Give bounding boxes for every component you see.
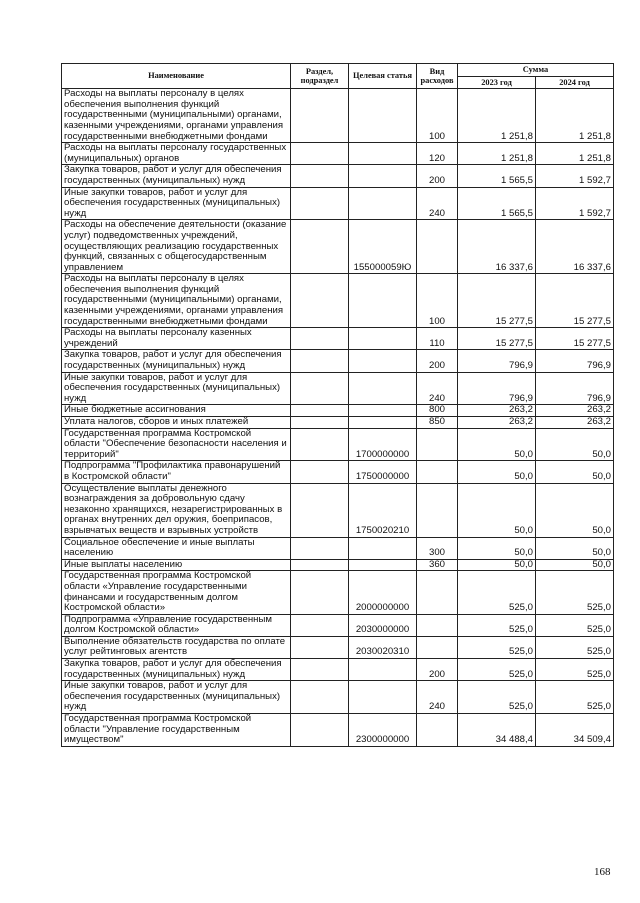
cell-name: Расходы на выплаты персоналу казенных учреждений <box>62 328 291 350</box>
cell-section <box>291 372 349 405</box>
cell-article: 155000059Ю <box>349 220 417 274</box>
cell-name: Расходы на обеспечение деятельности (оказание услуг) подведомственных учреждений, осуществляющих реализацию государственных функций, связанных с общегосударственным управлением <box>62 220 291 274</box>
cell-section <box>291 350 349 372</box>
cell-type <box>417 714 458 747</box>
table-row <box>62 328 614 350</box>
table-row <box>62 571 614 614</box>
cell-2023: 16 337,6 <box>458 220 536 274</box>
table-row <box>62 636 614 658</box>
cell-name: Подпрограмма "Профилактика правонарушений в Костромской области" <box>62 461 291 483</box>
cell-article: 2030020310 <box>349 636 417 658</box>
cell-section <box>291 559 349 571</box>
table-row <box>62 614 614 636</box>
table-row <box>62 681 614 714</box>
cell-name: Закупка товаров, работ и услуг для обеспечения государственных (муниципальных) нужд <box>62 165 291 187</box>
cell-2023: 15 277,5 <box>458 274 536 328</box>
table-row <box>62 350 614 372</box>
table-row <box>62 417 614 429</box>
table-row <box>62 559 614 571</box>
table-row <box>62 405 614 417</box>
cell-2024: 263,2 <box>536 405 614 417</box>
cell-2023: 50,0 <box>458 559 536 571</box>
cell-2024: 796,9 <box>536 372 614 405</box>
cell-section <box>291 614 349 636</box>
cell-section <box>291 537 349 559</box>
cell-2023: 796,9 <box>458 372 536 405</box>
cell-type: 200 <box>417 350 458 372</box>
cell-2024: 50,0 <box>536 483 614 537</box>
cell-article <box>349 328 417 350</box>
cell-section <box>291 681 349 714</box>
cell-article <box>349 405 417 417</box>
table-row <box>62 428 614 461</box>
cell-2023: 50,0 <box>458 428 536 461</box>
cell-2024: 50,0 <box>536 537 614 559</box>
cell-section <box>291 405 349 417</box>
cell-section <box>291 483 349 537</box>
cell-type: 850 <box>417 417 458 429</box>
cell-2023: 1 565,5 <box>458 165 536 187</box>
cell-type: 240 <box>417 187 458 220</box>
cell-2023: 525,0 <box>458 659 536 681</box>
cell-article <box>349 681 417 714</box>
cell-name: Расходы на выплаты персоналу в целях обеспечения выполнения функций государственными (муниципальными) органами, казенными учреждениями, органами управления государственными внебюджетными фондами <box>62 274 291 328</box>
cell-2023: 525,0 <box>458 681 536 714</box>
cell-2023: 525,0 <box>458 614 536 636</box>
budget-table <box>61 63 614 747</box>
cell-section <box>291 274 349 328</box>
table-row <box>62 274 614 328</box>
cell-name: Иные закупки товаров, работ и услуг для обеспечения государственных (муниципальных) нужд <box>62 681 291 714</box>
cell-article <box>349 350 417 372</box>
cell-2024: 525,0 <box>536 659 614 681</box>
cell-2024: 525,0 <box>536 614 614 636</box>
cell-2024: 525,0 <box>536 681 614 714</box>
cell-2024: 796,9 <box>536 350 614 372</box>
cell-type: 240 <box>417 372 458 405</box>
cell-type <box>417 636 458 658</box>
cell-name: Иные закупки товаров, работ и услуг для обеспечения государственных (муниципальных) нужд <box>62 372 291 405</box>
cell-article <box>349 274 417 328</box>
cell-2024: 263,2 <box>536 417 614 429</box>
cell-2024: 15 277,5 <box>536 328 614 350</box>
cell-name: Уплата налогов, сборов и иных платежей <box>62 417 291 429</box>
cell-type: 360 <box>417 559 458 571</box>
cell-type <box>417 483 458 537</box>
budget-table-container <box>61 63 613 747</box>
table-row <box>62 461 614 483</box>
cell-2024: 50,0 <box>536 559 614 571</box>
cell-name: Иные выплаты населению <box>62 559 291 571</box>
cell-2023: 34 488,4 <box>458 714 536 747</box>
table-row <box>62 537 614 559</box>
header-type: Вид расходов <box>417 64 458 89</box>
cell-article: 2030000000 <box>349 614 417 636</box>
cell-2024: 15 277,5 <box>536 274 614 328</box>
table-row <box>62 143 614 165</box>
cell-article <box>349 165 417 187</box>
table-row <box>62 89 614 143</box>
cell-section <box>291 165 349 187</box>
cell-name: Подпрограмма «Управление государственным долгом Костромской области» <box>62 614 291 636</box>
cell-2023: 1 565,5 <box>458 187 536 220</box>
cell-2023: 263,2 <box>458 405 536 417</box>
header-2023: 2023 год <box>458 76 536 89</box>
cell-name: Закупка товаров, работ и услуг для обеспечения государственных (муниципальных) нужд <box>62 350 291 372</box>
cell-type: 110 <box>417 328 458 350</box>
cell-article: 1750020210 <box>349 483 417 537</box>
cell-section <box>291 328 349 350</box>
cell-article: 1750000000 <box>349 461 417 483</box>
table-row <box>62 714 614 747</box>
cell-name: Иные бюджетные ассигнования <box>62 405 291 417</box>
cell-article: 2300000000 <box>349 714 417 747</box>
cell-name: Расходы на выплаты персоналу государственных (муниципальных) органов <box>62 143 291 165</box>
cell-2024: 1 592,7 <box>536 165 614 187</box>
cell-2023: 50,0 <box>458 483 536 537</box>
cell-type: 200 <box>417 165 458 187</box>
cell-name: Государственная программа Костромской области «Управление государственными финансами и государственным долгом Костромской области» <box>62 571 291 614</box>
cell-name: Расходы на выплаты персоналу в целях обеспечения выполнения функций государственными (муниципальными) органами, казенными учреждениями, органами управления государственными внебюджетными фондами <box>62 89 291 143</box>
cell-section <box>291 571 349 614</box>
page-number: 168 <box>594 866 611 878</box>
cell-article <box>349 659 417 681</box>
cell-section <box>291 636 349 658</box>
cell-2023: 796,9 <box>458 350 536 372</box>
cell-type <box>417 571 458 614</box>
cell-name: Выполнение обязательств государства по оплате услуг рейтинговых агентств <box>62 636 291 658</box>
cell-article <box>349 372 417 405</box>
cell-2023: 525,0 <box>458 636 536 658</box>
cell-section <box>291 461 349 483</box>
cell-article <box>349 89 417 143</box>
cell-article <box>349 559 417 571</box>
cell-section <box>291 714 349 747</box>
cell-section <box>291 428 349 461</box>
table-header <box>62 64 614 89</box>
cell-type: 120 <box>417 143 458 165</box>
cell-name: Иные закупки товаров, работ и услуг для обеспечения государственных (муниципальных) нужд <box>62 187 291 220</box>
table-row <box>62 659 614 681</box>
header-name: Наименование <box>62 64 291 89</box>
cell-2023: 50,0 <box>458 461 536 483</box>
cell-article: 2000000000 <box>349 571 417 614</box>
cell-type: 100 <box>417 89 458 143</box>
cell-type: 800 <box>417 405 458 417</box>
cell-2024: 50,0 <box>536 428 614 461</box>
cell-section <box>291 417 349 429</box>
cell-type: 240 <box>417 681 458 714</box>
cell-2024: 1 251,8 <box>536 143 614 165</box>
cell-type: 100 <box>417 274 458 328</box>
header-sum: Сумма <box>458 64 614 77</box>
header-article: Целевая статья <box>349 64 417 89</box>
cell-type <box>417 220 458 274</box>
cell-name: Государственная программа Костромской области "Управление государственным имуществом" <box>62 714 291 747</box>
cell-2023: 263,2 <box>458 417 536 429</box>
cell-article <box>349 143 417 165</box>
table-row <box>62 220 614 274</box>
cell-article <box>349 417 417 429</box>
cell-section <box>291 659 349 681</box>
cell-name: Осуществление выплаты денежного вознаграждения за добровольную сдачу незаконно хранящихся, незарегистрированных в органах внутренних дел оружия, боеприпасов, взрывчатых веществ и взрывных устройств <box>62 483 291 537</box>
header-section: Раздел, подраздел <box>291 64 349 89</box>
cell-type <box>417 461 458 483</box>
table-row <box>62 165 614 187</box>
cell-2024: 525,0 <box>536 636 614 658</box>
cell-name: Государственная программа Костромской области "Обеспечение безопасности населения и территорий" <box>62 428 291 461</box>
cell-2024: 525,0 <box>536 571 614 614</box>
table-row <box>62 187 614 220</box>
cell-name: Социальное обеспечение и иные выплаты населению <box>62 537 291 559</box>
cell-type: 200 <box>417 659 458 681</box>
cell-2023: 525,0 <box>458 571 536 614</box>
cell-2024: 1 251,8 <box>536 89 614 143</box>
cell-2023: 1 251,8 <box>458 143 536 165</box>
cell-name: Закупка товаров, работ и услуг для обеспечения государственных (муниципальных) нужд <box>62 659 291 681</box>
table-row <box>62 372 614 405</box>
cell-2023: 1 251,8 <box>458 89 536 143</box>
cell-2023: 15 277,5 <box>458 328 536 350</box>
cell-2024: 1 592,7 <box>536 187 614 220</box>
cell-section <box>291 220 349 274</box>
cell-type: 300 <box>417 537 458 559</box>
cell-section <box>291 89 349 143</box>
header-2024: 2024 год <box>536 76 614 89</box>
cell-article <box>349 537 417 559</box>
cell-article <box>349 187 417 220</box>
table-body <box>62 89 614 747</box>
cell-2024: 34 509,4 <box>536 714 614 747</box>
cell-2024: 50,0 <box>536 461 614 483</box>
cell-2024: 16 337,6 <box>536 220 614 274</box>
cell-type <box>417 428 458 461</box>
table-row <box>62 483 614 537</box>
cell-section <box>291 143 349 165</box>
cell-article: 1700000000 <box>349 428 417 461</box>
cell-section <box>291 187 349 220</box>
cell-2023: 50,0 <box>458 537 536 559</box>
cell-type <box>417 614 458 636</box>
